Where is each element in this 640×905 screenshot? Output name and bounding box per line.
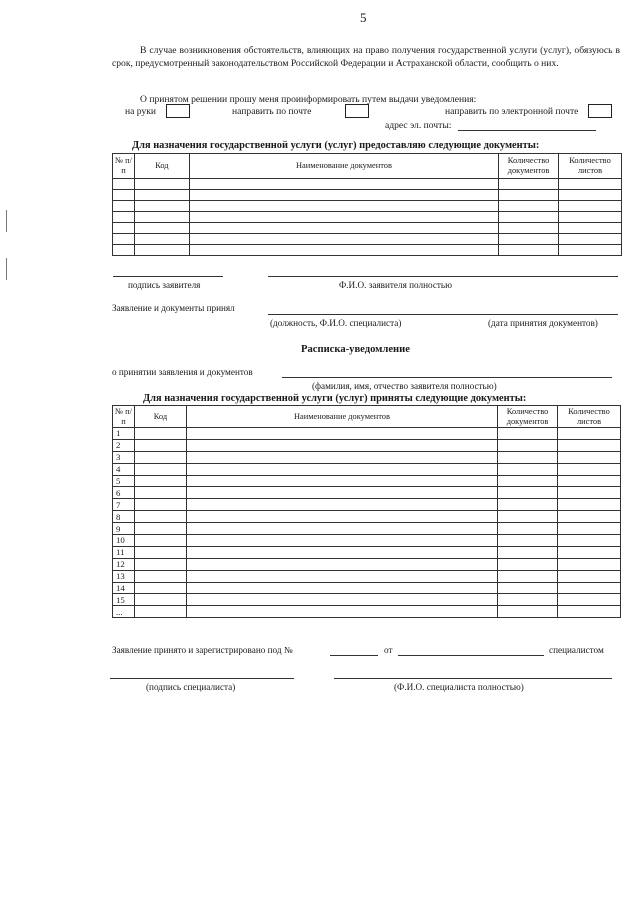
table1-heading: Для назначения государственной услуги (услуг) предоставляю следующие документы: xyxy=(132,140,540,151)
documents-count-cell[interactable] xyxy=(498,606,558,618)
documents-count-cell[interactable] xyxy=(498,428,558,440)
option-by-email-label: направить по электронной почте xyxy=(445,106,579,117)
code-cell[interactable] xyxy=(134,428,186,440)
document-name-cell[interactable] xyxy=(186,428,497,440)
document-name-cell[interactable] xyxy=(186,463,497,475)
code-cell[interactable] xyxy=(134,475,186,487)
table-row xyxy=(113,570,621,582)
documents-count-cell[interactable] xyxy=(498,594,558,606)
sheets-count-cell[interactable] xyxy=(558,499,621,511)
email-label: адрес эл. почты: xyxy=(385,120,452,131)
table-row xyxy=(113,234,622,245)
row-number-cell[interactable]: 2 xyxy=(113,439,135,451)
code-cell[interactable] xyxy=(134,212,189,223)
sheets-count-cell[interactable] xyxy=(558,535,621,547)
table-row xyxy=(113,487,621,499)
documents-count-cell[interactable] xyxy=(498,451,558,463)
row-number-cell[interactable] xyxy=(113,223,135,234)
document-name-cell[interactable] xyxy=(186,475,497,487)
checkbox-in-hand[interactable] xyxy=(166,104,190,118)
table-row xyxy=(113,475,621,487)
receipt-name-line[interactable] xyxy=(282,377,612,378)
option-in-hand-label: на руки xyxy=(125,106,157,117)
row-number-cell[interactable] xyxy=(113,179,135,190)
document-name-cell[interactable] xyxy=(186,535,497,547)
document-name-cell[interactable] xyxy=(189,201,498,212)
document-name-cell[interactable] xyxy=(186,582,497,594)
sheets-count-cell[interactable] xyxy=(558,546,621,558)
sheets-count-cell[interactable] xyxy=(559,234,622,245)
documents-count-cell[interactable] xyxy=(499,223,559,234)
document-name-cell[interactable] xyxy=(186,487,497,499)
documents-count-cell[interactable] xyxy=(498,558,558,570)
sheets-count-cell[interactable] xyxy=(558,594,621,606)
document-name-cell[interactable] xyxy=(186,451,497,463)
document-name-cell[interactable] xyxy=(189,212,498,223)
document-name-cell[interactable] xyxy=(189,234,498,245)
column-header: Количество листов xyxy=(558,406,621,428)
code-cell[interactable] xyxy=(134,439,186,451)
column-header: Наименование документов xyxy=(186,406,497,428)
row-number-cell[interactable]: 13 xyxy=(113,570,135,582)
document-name-cell[interactable] xyxy=(186,499,497,511)
sheets-count-cell[interactable] xyxy=(558,582,621,594)
specialist-name-line[interactable] xyxy=(334,678,612,679)
code-cell[interactable] xyxy=(134,223,189,234)
registration-from: от xyxy=(384,645,393,655)
table2-heading: Для назначения государственной услуги (услуг) приняты следующие документы: xyxy=(143,393,527,404)
table-row xyxy=(113,463,621,475)
documents-count-cell[interactable] xyxy=(498,511,558,523)
row-number-cell[interactable]: 14 xyxy=(113,582,135,594)
documents-count-cell[interactable] xyxy=(498,463,558,475)
option-by-mail-label: направить по почте xyxy=(232,106,312,117)
sheets-count-cell[interactable] xyxy=(558,439,621,451)
documents-table-accepted xyxy=(112,405,621,618)
table-row xyxy=(113,535,621,547)
specialist-signature-caption: (подпись специалиста) xyxy=(146,682,236,692)
accepted-by-line[interactable] xyxy=(268,314,618,315)
intro-paragraph xyxy=(112,45,620,70)
code-cell[interactable] xyxy=(134,234,189,245)
sheets-count-cell[interactable] xyxy=(558,606,621,618)
documents-count-cell[interactable] xyxy=(498,546,558,558)
document-name-cell[interactable] xyxy=(189,179,498,190)
table-row xyxy=(113,558,621,570)
document-name-cell[interactable] xyxy=(189,190,498,201)
row-number-cell[interactable]: 11 xyxy=(113,546,135,558)
documents-count-cell[interactable] xyxy=(498,535,558,547)
sheets-count-cell[interactable] xyxy=(558,558,621,570)
document-name-cell[interactable] xyxy=(186,606,497,618)
column-header: Количество документов xyxy=(499,154,559,179)
scan-margin-mark xyxy=(6,258,7,280)
table-row xyxy=(113,499,621,511)
row-number-cell[interactable] xyxy=(113,234,135,245)
sheets-count-cell[interactable] xyxy=(559,201,622,212)
row-number-cell[interactable]: 10 xyxy=(113,535,135,547)
row-number-cell[interactable]: 3 xyxy=(113,451,135,463)
documents-count-cell[interactable] xyxy=(499,245,559,256)
table-row xyxy=(113,179,622,190)
documents-count-cell[interactable] xyxy=(499,201,559,212)
sheets-count-cell[interactable] xyxy=(558,487,621,499)
code-cell[interactable] xyxy=(134,546,186,558)
documents-count-cell[interactable] xyxy=(499,190,559,201)
document-name-cell[interactable] xyxy=(186,523,497,535)
table-row xyxy=(113,245,622,256)
code-cell[interactable] xyxy=(134,511,186,523)
applicant-name-caption: Ф.И.О. заявителя полностью xyxy=(339,280,452,290)
registration-number-field[interactable] xyxy=(330,655,378,656)
accepted-by-label: Заявление и документы принял xyxy=(112,303,235,313)
sheets-count-cell[interactable] xyxy=(559,179,622,190)
code-cell[interactable] xyxy=(134,582,186,594)
row-number-cell[interactable]: 5 xyxy=(113,475,135,487)
column-header: № п/п xyxy=(113,406,135,428)
table-row xyxy=(113,523,621,535)
sheets-count-cell[interactable] xyxy=(559,223,622,234)
table-row xyxy=(113,594,621,606)
documents-count-cell[interactable] xyxy=(498,582,558,594)
row-number-cell[interactable] xyxy=(113,245,135,256)
documents-count-cell[interactable] xyxy=(498,475,558,487)
code-cell[interactable] xyxy=(134,451,186,463)
code-cell[interactable] xyxy=(134,245,189,256)
table-row xyxy=(113,511,621,523)
documents-count-cell[interactable] xyxy=(499,212,559,223)
sheets-count-cell[interactable] xyxy=(558,475,621,487)
documents-count-cell[interactable] xyxy=(499,179,559,190)
column-header: Количество документов xyxy=(498,406,558,428)
table-row xyxy=(113,212,622,223)
position-caption: (должность, Ф.И.О. специалиста) xyxy=(270,318,402,328)
sheets-count-cell[interactable] xyxy=(559,245,622,256)
table-row xyxy=(113,190,622,201)
code-cell[interactable] xyxy=(134,558,186,570)
sheets-count-cell[interactable] xyxy=(558,570,621,582)
column-header: № п/п xyxy=(113,154,135,179)
email-field[interactable] xyxy=(458,130,596,131)
notify-line: О принятом решении прошу меня проинформировать путем выдачи уведомления: xyxy=(140,94,477,105)
document-name-cell[interactable] xyxy=(186,570,497,582)
sheets-count-cell[interactable] xyxy=(558,511,621,523)
column-header: Наименование документов xyxy=(189,154,498,179)
document-name-cell[interactable] xyxy=(186,558,497,570)
specialist-signature-line[interactable] xyxy=(110,678,294,679)
code-cell[interactable] xyxy=(134,179,189,190)
table-row xyxy=(113,606,621,618)
code-cell[interactable] xyxy=(134,487,186,499)
code-cell[interactable] xyxy=(134,190,189,201)
documents-count-cell[interactable] xyxy=(498,570,558,582)
checkbox-by-email[interactable] xyxy=(588,104,612,118)
column-header: Код xyxy=(134,154,189,179)
registration-suffix: специалистом xyxy=(549,645,604,655)
document-name-cell[interactable] xyxy=(189,223,498,234)
column-header: Код xyxy=(134,406,186,428)
receipt-about: о принятии заявления и документов xyxy=(112,367,253,377)
documents-count-cell[interactable] xyxy=(498,523,558,535)
code-cell[interactable] xyxy=(134,606,186,618)
document-name-cell[interactable] xyxy=(186,439,497,451)
column-header: Количество листов xyxy=(559,154,622,179)
table-row xyxy=(113,201,622,212)
row-number-cell[interactable]: 7 xyxy=(113,499,135,511)
table-row xyxy=(113,223,622,234)
code-cell[interactable] xyxy=(134,523,186,535)
documents-table-provided xyxy=(112,153,622,256)
sheets-count-cell[interactable] xyxy=(558,523,621,535)
row-number-cell[interactable]: 6 xyxy=(113,487,135,499)
applicant-signature-caption: подпись заявителя xyxy=(128,280,201,290)
document-name-cell[interactable] xyxy=(186,511,497,523)
sheets-count-cell[interactable] xyxy=(558,451,621,463)
row-number-cell[interactable]: 12 xyxy=(113,558,135,570)
applicant-name-line[interactable] xyxy=(268,276,618,277)
code-cell[interactable] xyxy=(134,201,189,212)
receipt-title: Расписка-уведомление xyxy=(301,344,410,355)
date-caption: (дата принятия документов) xyxy=(488,318,598,328)
table-row xyxy=(113,546,621,558)
sheets-count-cell[interactable] xyxy=(559,190,622,201)
row-number-cell[interactable]: 8 xyxy=(113,511,135,523)
code-cell[interactable] xyxy=(134,535,186,547)
row-number-cell[interactable] xyxy=(113,201,135,212)
row-number-cell[interactable]: 15 xyxy=(113,594,135,606)
code-cell[interactable] xyxy=(134,499,186,511)
document-name-cell[interactable] xyxy=(186,546,497,558)
table-row xyxy=(113,451,621,463)
row-number-cell[interactable] xyxy=(113,190,135,201)
documents-count-cell[interactable] xyxy=(498,439,558,451)
receipt-name-caption: (фамилия, имя, отчество заявителя полностью) xyxy=(312,381,497,391)
documents-count-cell[interactable] xyxy=(498,487,558,499)
sheets-count-cell[interactable] xyxy=(559,212,622,223)
documents-count-cell[interactable] xyxy=(498,499,558,511)
sheets-count-cell[interactable] xyxy=(558,463,621,475)
checkbox-by-mail[interactable] xyxy=(345,104,369,118)
table-row xyxy=(113,428,621,440)
table-row xyxy=(113,439,621,451)
row-number-cell[interactable]: ... xyxy=(113,606,135,618)
sheets-count-cell[interactable] xyxy=(558,428,621,440)
code-cell[interactable] xyxy=(134,463,186,475)
table-row xyxy=(113,582,621,594)
document-name-cell[interactable] xyxy=(189,245,498,256)
registration-prefix: Заявление принято и зарегистрировано под № xyxy=(112,645,293,655)
specialist-name-caption: (Ф.И.О. специалиста полностью) xyxy=(394,682,524,692)
intro-text: В случае возникновения обстоятельств, влияющих на право получения государственной услуги (услуг), обязуюсь в срок, предусмотренный законодательством Российской Федерации и Астраханской области, сообщить о них. xyxy=(112,45,620,69)
document-name-cell[interactable] xyxy=(186,594,497,606)
scan-margin-mark xyxy=(6,210,7,232)
row-number-cell[interactable]: 1 xyxy=(113,428,135,440)
row-number-cell[interactable]: 9 xyxy=(113,523,135,535)
row-number-cell[interactable]: 4 xyxy=(113,463,135,475)
code-cell[interactable] xyxy=(134,570,186,582)
registration-date-field[interactable] xyxy=(398,655,544,656)
page-number: 5 xyxy=(360,10,367,25)
documents-count-cell[interactable] xyxy=(499,234,559,245)
code-cell[interactable] xyxy=(134,594,186,606)
row-number-cell[interactable] xyxy=(113,212,135,223)
applicant-signature-line[interactable] xyxy=(113,276,223,277)
